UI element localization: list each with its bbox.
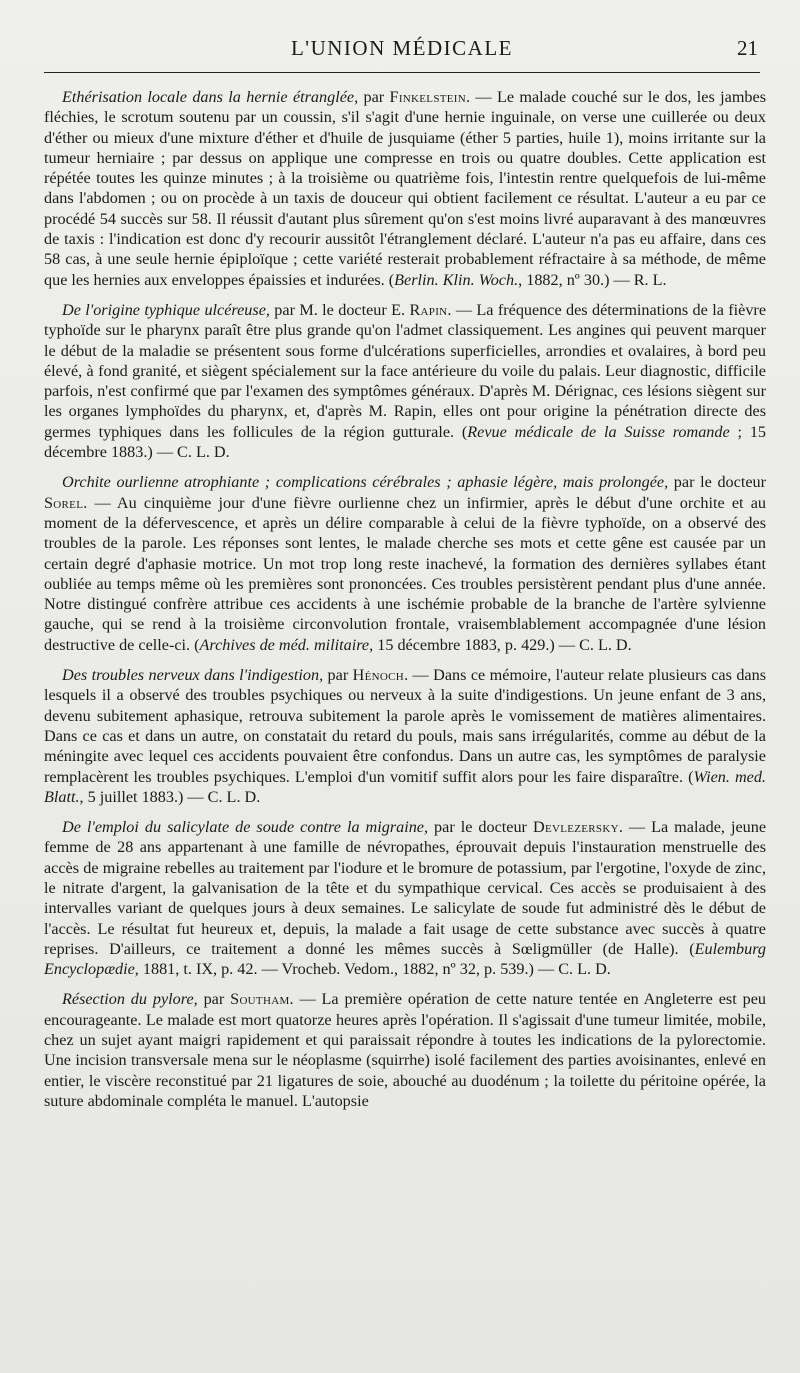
abstract-byline: par M. le docteur E. bbox=[269, 300, 410, 319]
abstract-reference: , 15 décembre 1883, p. 429.) — C. L. D. bbox=[369, 635, 632, 654]
abstract-source: Berlin. Klin. Woch. bbox=[394, 270, 519, 289]
abstract-text: . — La fréquence des déterminations de la fièvre typhoïde sur le pharynx paraît être plus grande qu'on l'admet classiquement. Les angines qui peuvent marquer le début de la maladie se présentent sous forme d'ulcérations superficielles, arrondies et ovalaires, à bord peu élevé, à fond granité, et siègent spécialement sur la face antérieure du voile du palais. Leur diagnostic, difficile parfois, n'est confirmé que par l'examen des symptômes généraux. D'après M. Dérignac, ces lésions siègent sur les organes lymphoïdes du pharynx, et, d'après M. Rapin, elles ont pour origine la pénétration directe des germes typhiques dans les follicules de la région gutturale. ( bbox=[44, 300, 767, 441]
abstract-author: Rapin bbox=[409, 300, 448, 319]
abstract-etherisation bbox=[44, 87, 766, 290]
abstract-title: Des troubles nerveux dans l'indigestion, bbox=[62, 666, 324, 685]
abstract-text: . — La malade, jeune femme de 28 ans appartenant à une famille de névropathes, éprouvait depuis l'instauration menstruelle des accès de migraine rebelles au traitement par l'iodure et le bromure de potassium, par l'ergotine, l'oxyde de zinc, le nitrate d'argent, la galvanisation de la tête et du sympathique cervical. Ces accès se produisaient à des intervalles variant de quelques jours à deux semaines. Le salicylate de soude fut administré dès le début de l'accès. Le résultat fut heureux et, depuis, la malade a fait usage de cette substance avec succès à quatre reprises. D'ailleurs, ce traitement a donné les mêmes succès à Sœligmüller (de Halle). ( bbox=[44, 818, 767, 958]
abstract-resection-pylore bbox=[44, 989, 766, 1111]
abstract-origine-typhique bbox=[44, 300, 766, 462]
page-number: 21 bbox=[737, 36, 758, 60]
abstract-text: . — Dans ce mémoire, l'auteur relate plusieurs cas dans lesquels il a observé des troubles psychiques ou nerveux à la suite d'indigestions. Un jeune enfant de 3 ans, devenu subitement aphasique, retrouva subitement la parole après le vomissement de matières alimentaires. Dans ce cas et dans un autre, on constatait du retard du pouls, mais sans irrégularités, comme au début de la méningite avec lequel ces accidents pouvaient être confondus. Dans un autre cas, les symptômes de paralysie remplacèrent les troubles psychiques. L'emploi d'un vomitif suffit alors pour les faire disparaître. ( bbox=[44, 666, 767, 786]
abstract-title: De l'emploi du salicylate de soude contre la migraine, bbox=[62, 818, 429, 837]
abstract-reference: ; 15 décembre 1883.) — C. L. D. bbox=[44, 422, 767, 462]
abstract-reference: , 5 juillet 1883.) — C. L. D. bbox=[79, 787, 261, 806]
abstract-byline: par le docteur bbox=[668, 473, 766, 492]
page-header bbox=[44, 36, 760, 73]
abstract-title: Ethérisation locale dans la hernie étranglée, bbox=[62, 88, 359, 106]
abstract-byline: par le docteur bbox=[428, 818, 533, 837]
abstract-reference: , 1882, nº 30.) — R. L. bbox=[518, 270, 667, 289]
abstract-orchite-ourlienne bbox=[44, 472, 766, 655]
abstract-text: . — Au cinquième jour d'une fièvre ourlienne chez un infirmier, après le début d'une orchite et au moment de la défervescence, et après un délire comparable à celui de la fièvre typhoïde, on a observé des troubles de la parole. Les réponses sont lentes, le malade cherche ses mots et cette gêne est causée par un certain degré d'aphasie motrice. Un mot trop long reste inachevé, la formation des dernières syllabes étant oubliée au temps même où les premières sont prononcées. Ces troubles persistèrent pendant plus d'une année. Notre distingué confrère attribue ces accidents à une ischémie probable de la branche de l'artère sylvienne gauche, qui se rend à la troisième circonvolution frontale, vraisemblablement accompagnée d'une lésion destructive de celle-ci. ( bbox=[44, 493, 766, 654]
abstract-byline: par bbox=[323, 666, 353, 685]
abstract-source: Archives de méd. militaire bbox=[199, 635, 370, 654]
abstract-source: Eulemburg Encyclopædie bbox=[44, 939, 766, 979]
abstract-author: Southam bbox=[230, 990, 290, 1009]
abstract-author: Sorel bbox=[44, 493, 84, 512]
abstract-byline: par bbox=[197, 990, 231, 1009]
abstract-title: Résection du pylore, bbox=[62, 990, 198, 1009]
abstract-text: . — La première opération de cette nature tentée en Angleterre est peu encourageante. Le malade est mort quatorze heures après l'opération. Il s'agissait d'une tumeur limitée, mobile, chez un sujet ayant maigri rapidement et qui paraissait répondre à toutes les indications de la pylorectomie. Une incision transversale mena sur le néoplasme (squirrhe) isolé facilement des parties avoisinantes, enlevé en entier, le viscère reconstitué par 21 ligatures de soie, abouché au duodénum ; la toilette du péritoine opérée, la suture abdominale compléta le manuel. L'autopsie bbox=[44, 990, 766, 1110]
abstract-title: De l'origine typhique ulcéreuse, bbox=[62, 300, 270, 319]
abstract-author: Hénoch bbox=[352, 666, 405, 685]
abstract-source: Wien. med. Blatt. bbox=[44, 767, 766, 806]
abstract-source: Revue médicale de la Suisse romande bbox=[467, 422, 730, 441]
abstract-author: Finkelstein bbox=[389, 88, 466, 106]
abstract-reference: , 1881, t. IX, p. 42. — Vrocheb. Vedom., 1882, nº 32, p. 539.) — C. L. D. bbox=[134, 960, 611, 979]
abstract-author: Devlezersky bbox=[532, 818, 619, 837]
abstract-title: Orchite ourlienne atrophiante ; complications cérébrales ; aphasie légère, mais prolongée, bbox=[62, 473, 669, 492]
abstract-byline: par bbox=[358, 88, 390, 106]
body-text bbox=[44, 87, 766, 1111]
abstract-salicylate-migraine bbox=[44, 817, 766, 979]
running-title: L'UNION MÉDICALE bbox=[290, 36, 513, 60]
abstract-troubles-nerveux bbox=[44, 665, 766, 807]
abstract-text: . — Le malade couché sur le dos, les jambes fléchies, le scrotum soutenu par un coussin, s'il s'agit d'une hernie inguinale, on verse une cuillerée ou deux d'éther ou mieux d'une mixture d'éther et d'huile de jusquiame (éther 5 parties, huile 1), moins irritante sur la tumeur herniaire ; par dessus on applique une compresse en trois ou quatre doubles. Cette application est répétée toutes les quinze minutes ; à la troisième ou quatrième fois, l'intestin rentre quelquefois de lui-même dans l'abdomen ; ou on procède à un taxis de douceur qui obtient facilement ce résultat. L'auteur a eu par ce procédé 54 succès sur 58. Il réussit d'autant plus sûrement qu'on s'est moins livré auparavant à des manœuvres de taxis : l'indication est donc d'y recourir aussitôt l'étranglement déclaré. L'auteur n'a pas eu affaire, dans ces 58 cas, à une seule hernie épiploïque ; cette variété resterait probablement réfractaire à sa méthode, de même que les hernies aux enveloppes épaissies et indurées. ( bbox=[44, 88, 766, 289]
